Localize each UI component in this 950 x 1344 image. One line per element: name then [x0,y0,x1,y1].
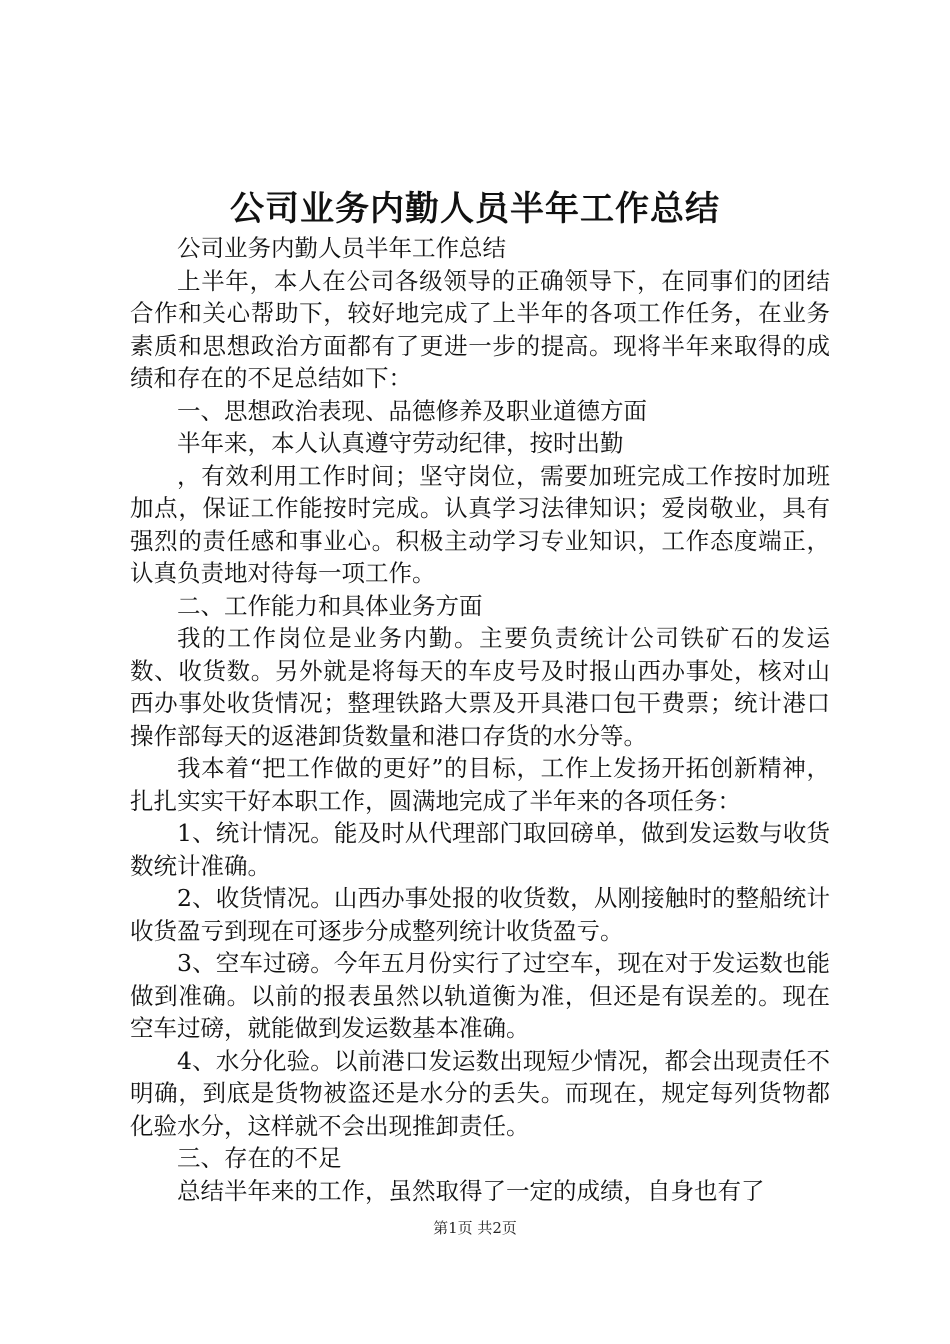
list-item: 4、水分化验。以前港口发运数出现短少情况，都会出现责任不明确，到底是货物被盗还是水分的丢失。而现在，规定每列货物都化验水分，这样就不会出现推卸责任。 [130,1046,830,1140]
paragraph: ，有效利用工作时间；坚守岗位，需要加班完成工作按时加班加点，保证工作能按时完成。认真学习法律知识；爱岗敬业，具有强烈的责任感和事业心。积极主动学习专业知识，工作态度端正，认真负责地对待每一项工作。 [130,461,830,587]
list-item: 1、统计情况。能及时从代理部门取回磅单，做到发运数与收货数统计准确。 [130,819,830,880]
section-heading: 一、思想政治表现、品德修养及职业道德方面 [177,396,647,425]
paragraph: 我的工作岗位是业务内勤。主要负责统计公司铁矿石的发运数、收货数。另外就是将每天的车皮号及时报山西办事处，核对山西办事处收货情况；整理铁路大票及开具港口包干费票；统计港口操作部每天的返港卸货数量和港口存货的水分等。 [130,624,830,750]
paragraph: 上半年，本人在公司各级领导的正确领导下，在同事们的团结合作和关心帮助下，较好地完成了上半年的各项工作任务，在业务素质和思想政治方面都有了更进一步的提高。现将半年来取得的成绩和存在的不足总结如下： [130,266,830,392]
paragraph: 公司业务内勤人员半年工作总结 [177,234,506,262]
page-indicator: 第1页 共2页 [433,1219,517,1237]
paragraph: 半年来，本人认真遵守劳动纪律，按时出勤 [177,429,624,457]
list-item: 3、空车过磅。今年五月份实行了过空车，现在对于发运数也能做到准确。以前的报表虽然以轨道衡为准，但还是有误差的。现在空车过磅，就能做到发运数基本准确。 [130,949,830,1042]
list-item: 2、收货情况。山西办事处报的收货数，从刚接触时的整船统计收货盈亏到现在可逐步分成整列统计收货盈亏。 [130,884,830,945]
paragraph: 我本着“把工作做的更好”的目标，工作上发扬开拓创新精神，扎扎实实干好本职工作，圆满地完成了半年来的各项任务： [130,754,830,815]
paragraph: 总结半年来的工作，虽然取得了一定的成绩，自身也有了 [177,1176,765,1205]
section-heading: 二、工作能力和具体业务方面 [177,591,483,620]
document-body [130,232,830,1207]
section-heading: 三、存在的不足 [177,1144,342,1172]
document-title: 公司业务内勤人员半年工作总结 [230,189,720,229]
